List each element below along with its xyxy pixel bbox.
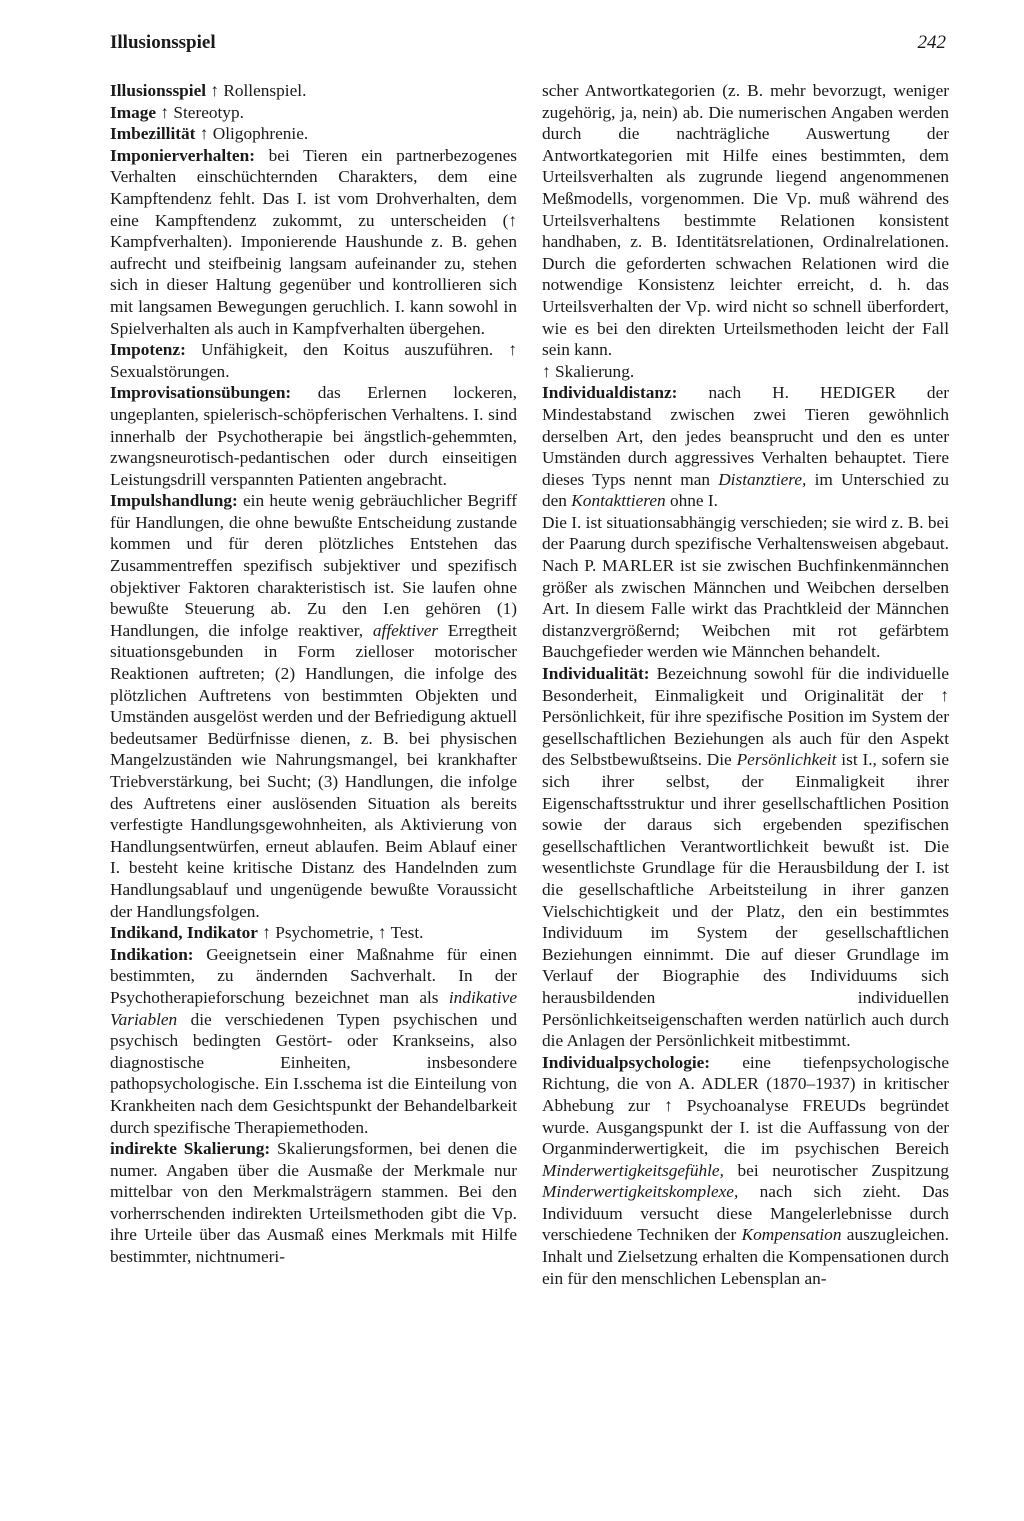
dictionary-entry xyxy=(110,80,517,102)
entry-text: die verschiedenen Typen psychischen und psychisch bedingten Gestört- oder Krankseins, also diagnostische Einheiten, insbesondere pathopsychologische. Ein I.sschema ist die Einteilung von Krankheiten nach dem Gesichtspunkt der Behandelbarkeit durch spezifische Therapiemethoden. xyxy=(110,1009,517,1137)
entry-text: Geeignetsein einer Maßnahme für einen bestimmten, zu ändernden Sachverhalt. In der Psychotherapieforschung bezeichnet man als xyxy=(110,944,517,1007)
entry-text: ↑ Rollenspiel. xyxy=(206,81,307,100)
emphasis-text: Minderwertigkeitsgefühle, xyxy=(542,1160,724,1180)
entry-text: ↑ Oligophrenie. xyxy=(195,124,309,144)
dictionary-entry xyxy=(542,80,949,361)
entry-text: nach H. HEDIGER der Mindestabstand zwischen zwei Tieren gewöhnlich derselben Art, den jedes beansprucht und den es unter Umständen durch aggressives Verhalten behauptet. Tiere dieses Typs nennt man xyxy=(542,383,949,489)
dictionary-entry xyxy=(110,1138,517,1268)
entry-term: Imponierverhalten: xyxy=(110,145,255,165)
dictionary-entry xyxy=(110,382,517,490)
entry-term: Indikation: xyxy=(110,944,194,964)
right-column xyxy=(542,80,949,1289)
running-title: Illusionsspiel xyxy=(110,32,216,53)
emphasis-text: affektiver xyxy=(372,620,439,640)
entry-term: Illusionsspiel xyxy=(110,81,207,100)
entry-text: nach sich zieht. Das Individuum versucht diese Mangelerlebnisse durch verschiedene Techniken der xyxy=(542,1182,949,1245)
entry-term: Indikand, Indikator xyxy=(110,923,258,943)
dictionary-entry xyxy=(542,1052,949,1290)
entry-text: auszugleichen. Inhalt und Zielsetzung erhalten die Kompensationen durch ein für den menschlichen Lebensplan an- xyxy=(542,1225,949,1288)
emphasis-text: Minderwertigkeitskomplexe, xyxy=(542,1182,739,1202)
left-column xyxy=(110,80,517,1268)
dictionary-entry xyxy=(542,361,949,383)
dictionary-entry xyxy=(542,663,949,1052)
entry-text: Skalierungsformen, bei denen die numer. Angaben über die Ausmaße der Merkmale nur mittelbar von den Merkmalsträgern stammen. Bei den vorherrschenden indirekten Urteilsmethoden gibt die Vp. ihre Urteile über das Ausmaß eines Merkmals mit Hilfe bestimmter, nichtnumeri- xyxy=(110,1139,517,1267)
entry-text: ein heute wenig gebräuchlicher Begriff für Handlungen, die ohne bewußte Entscheidung zustande kommen und für deren plötzliches Entstehen das Zusammentreffen spezifisch subjektiver und spezifisch objektiver Faktoren charakteristisch ist. Sie laufen ohne bewußte Steuerung ab. Zu den I.en gehören (1) Handlungen, die infolge reaktiver, xyxy=(110,491,517,640)
entry-term: Individualpsychologie: xyxy=(542,1052,711,1072)
entry-term: Individualität: xyxy=(542,664,650,684)
dictionary-entry xyxy=(110,490,517,922)
entry-text: ohne I. xyxy=(665,491,718,511)
entry-text: im Unterschied zu den xyxy=(542,469,950,511)
dictionary-entry xyxy=(110,944,517,1138)
emphasis-text: Persönlichkeit xyxy=(736,750,837,770)
dictionary-entry xyxy=(110,123,517,145)
entry-text: bei neurotischer Zuspitzung xyxy=(723,1160,949,1180)
entry-term: indirekte Skalierung: xyxy=(110,1139,271,1159)
entry-text: ist I., sofern sie sich ihrer selbst, der Einmaligkeit ihrer Eigenschaftsstruktur und ihrer gesellschaftlichen Position sowie der daraus sich ergebenden spezifischen gesellschaftlichen Verantwortlichkeit bewußt ist. Die wesentlichste Grundlage für die Herausbildung der I. ist die gesellschaftliche Arbeitsteilung in ihrer ganzen Vielschichtigkeit und der Platz, den ein bestimmtes Individuum im System der gesellschaftlichen Beziehungen einnimmt. Die auf dieser Grundlage im Verlauf der Biographie des Individuums sich herausbildenden individuellen Persönlichkeitseigenschaften werden natürlich auch durch die Anlagen der Persönlichkeit mitbestimmt. xyxy=(542,750,949,1051)
entry-term: Improvisationsübungen: xyxy=(110,383,292,403)
entry-term: Image xyxy=(110,102,157,122)
dictionary-entry xyxy=(542,512,949,663)
emphasis-text: Kompensation xyxy=(741,1225,842,1245)
page-header xyxy=(110,32,946,62)
dictionary-entry xyxy=(110,102,517,124)
entry-term: Impulshandlung: xyxy=(110,491,238,511)
emphasis-text: Kontakttieren xyxy=(571,491,666,511)
dictionary-entry xyxy=(110,922,517,944)
entry-text: scher Antwortkategorien (z. B. mehr bevorzugt, weniger zugehörig, ja, nein) ab. Die numerischen Angaben werden durch die nachträgliche Auswertung der Antwortkategorien mit Hilfe eines bestimmten, dem Urteilsverhalten als zugrunde liegend angenommenen Meßmodells, vorgenommen. Die Vp. muß während des Urteilsverhaltens bestimmte Relationen konsistent handhaben, z. B. Identitätsrelationen, Ordinalrelationen. Durch die geforderten schwachen Relationen wird die notwendige Konsistenz leichter erreicht, d. h. das Urteilsverhalten der Vp. wird nicht so schnell überfordert, wie es bei den direkten Urteilsmethoden leicht der Fall sein kann. xyxy=(542,81,949,360)
dictionary-entry xyxy=(110,339,517,382)
dictionary-entry xyxy=(110,145,517,339)
entry-text: das Erlernen lockeren, ungeplanten, spielerisch-schöpferischen Verhaltens. I. sind innerhalb der Psychotherapie bei ängstlich-gehemmten, zwangsneurotisch-pedantischen oder durch einseitigen Leistungsdrill verspannten Patienten angebracht. xyxy=(110,383,517,489)
entry-text: Unfähigkeit, den Koitus auszuführen. ↑ Sexualstörungen. xyxy=(110,340,517,381)
entry-text: eine tiefenpsychologische Richtung, die von A. ADLER (1870–1937) in kritischer Abhebung zur ↑ Psychoanalyse FREUDs begründet wurde. Ausgangspunkt der I. ist die Auffassung von der Organminderwertigkeit, die im psychischen Bereich xyxy=(542,1052,949,1159)
emphasis-text: indikative Variablen xyxy=(110,987,517,1029)
entry-text: Erregtheit situationsgebunden in Form zielloser motorischer Reaktionen auftreten; (2) Handlungen, die infolge des plötzlichen Auftretens von bestimmten Objekten und Umständen ausgelöst werden und der Befriedigung aktuell bedeutsamer Bedürfnisse dienen, z. B. bei physischen Mangelzuständen wie Nahrungsmangel, bei krankhafter Triebverstärkung, bei Sucht; (3) Handlungen, die infolge des Auftretens einer auslösenden Situation als bereits verfestigte Handlungsgewohnheiten, als Aktivierung von Handlungsentwürfen, erneut ablaufen. Beim Ablauf einer I. besteht keine kritische Distanz des Handelnden zum Handlungsablauf und ungenügende bewußte Voraussicht der Handlungsfolgen. xyxy=(110,620,517,921)
entry-term: Imbezillität xyxy=(110,124,196,144)
entry-text: ↑ Psychometrie, ↑ Test. xyxy=(257,923,424,943)
emphasis-text: Distanztiere, xyxy=(718,469,807,489)
entry-text: ↑ Stereotyp. xyxy=(156,102,244,122)
entry-text: bei Tieren ein partnerbezogenes Verhalten einschüchternden Charakters, dem eine Kampftendenz fehlt. Das I. ist vom Drohverhalten, dem eine Kampftendenz zukommt, zu unterscheiden (↑ Kampfverhalten). Imponierende Haushunde z. B. gehen aufrecht und steifbeinig langsam aufeinander zu, stehen sich in dieser Haltung gegenüber und kontrollieren sich mit langsamen Bewegungen geruchlich. I. kann sowohl in Spielverhalten als auch in Kampfverhalten übergehen. xyxy=(110,145,517,338)
entry-text: Bezeichnung sowohl für die individuelle Besonderheit, Einmaligkeit und Originalität der ↑ Persönlichkeit, für ihre spezifische Position im System der gesellschaftlichen Beziehungen als auch für den Aspekt des Selbstbewußtseins. Die xyxy=(542,664,949,770)
entry-term: Impotenz: xyxy=(110,340,186,360)
entry-term: Individualdistanz: xyxy=(542,383,678,403)
page-number: 242 xyxy=(917,32,946,53)
entry-text: ↑ Skalierung. xyxy=(542,361,635,381)
entry-text: Die I. ist situationsabhängig verschieden; sie wird z. B. bei der Paarung durch spezifische Verhaltensweisen abgebaut. Nach P. MARLER ist sie zwischen Buchfinkenmännchen größer als zwischen Männchen und Weibchen derselben Art. In diesem Falle wirkt das Prachtkleid der Männchen distanzvergrößernd; Weibchen mit rot gefärbtem Bauchgefieder werden wie Männchen behandelt. xyxy=(542,512,949,662)
dictionary-entry xyxy=(542,382,949,512)
